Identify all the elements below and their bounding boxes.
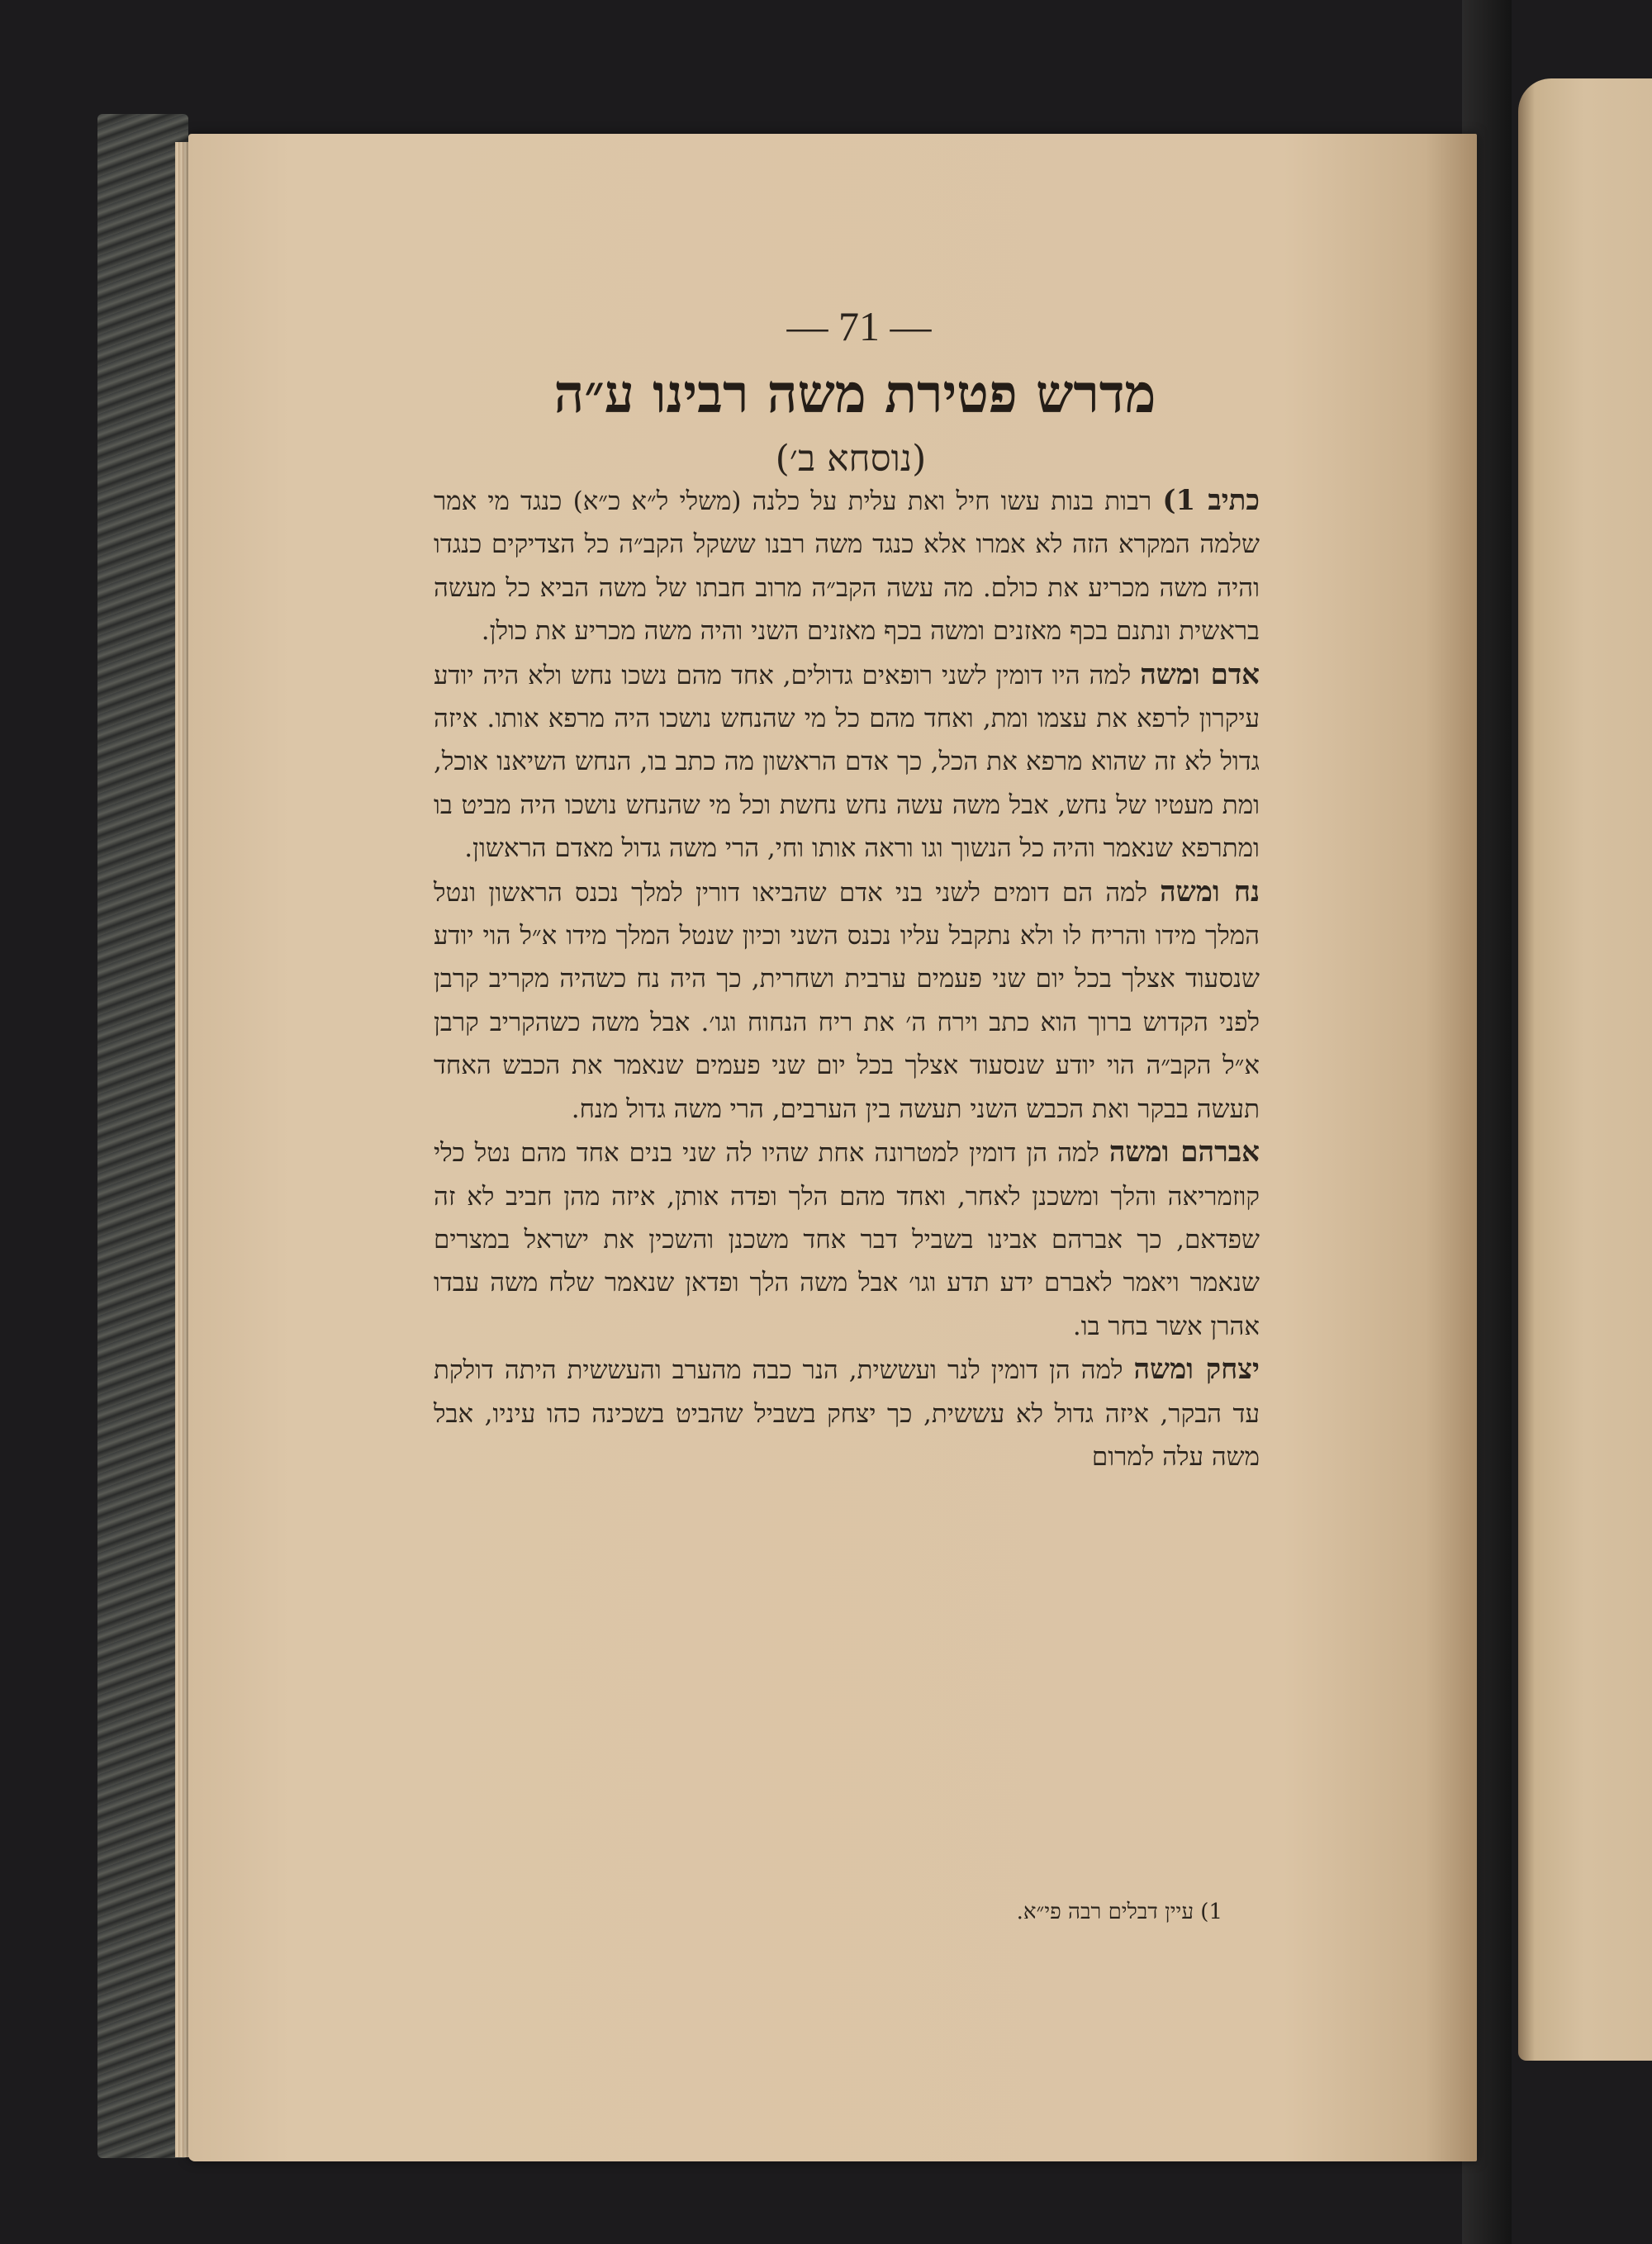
paragraph-text: למה הן דומין למטרונה אחת שהיו לה שני בנים אחד מהם נטל כלי קוזמריאה והלך ומשכנן לאחר, ואחד מהם הלך ופדה אותן, איזה מהן חביב לא זה שפדאם, כך אברהם אבינו בשביל דבר אחד משכנן והשכין את ישראל במצרים שנאמר ויאמר לאברם ידע תדע וגו׳ אבל משה הלך ופדאן שנאמר שלח משה עבדו אהרן אשר בחר בו. bbox=[434, 1138, 1260, 1341]
paragraph-lead: אברהם ומשה bbox=[1108, 1136, 1260, 1169]
paragraph bbox=[434, 653, 1260, 871]
paragraph-text: למה הם דומים לשני בני אדם שהביאו דורין למלך נכנס הראשון ונטל המלך מידו והריח לו ולא נתקבל עליו נכנס השני וכיון שנטל המלך מידו א״ל הוי יודע שנסעוד אצלך בכל יום שני פעמים ערבית ושחרית, כך היה נח כשהיה מקריב קרבן לפני הקדוש ברוך הוא כתב וירח ה׳ את ריח הנחוח וגו׳. אבל משה כשהקריב קרבן א״ל הקב״ה הוי יודע שנסעוד אצלך בכל יום שני פעמים שנאמר את הכבש האחד תעשה בבקר ואת הכבש השני תעשה בין הערבים, הרי משה גדול מנח. bbox=[434, 877, 1260, 1124]
footnote: 1) עיין דבלים רבה פי״א. bbox=[1016, 1900, 1222, 1924]
paragraph-text: למה הן דומין לנר ועששית, הנר כבה מהערב והעששית היתה דולקת עד הבקר, איזה גדול לא עששית, כך יצחק בשביל שהביט בשכינה כהו עיניו, אבל משה עלה למרום bbox=[434, 1355, 1260, 1472]
paragraph-lead: יצחק ומשה bbox=[1133, 1353, 1260, 1387]
paragraph-text: רבות בנות עשו חיל ואת עלית על כלנה (משלי ל״א כ״א) כנגד מי אמר שלמה המקרא הזה לא אמרו אלא כנגד משה רבנו ששקל הקב״ה כל הצדיקים כנגדו והיה משה מכריע את כולם. מה עשה הקב״ה מרוב חבתו של משה הביא כל מעשה בראשית ונתנם בכף מאזנים ומשה בכף מאזנים השני והיה משה מכריע את כולן. bbox=[434, 486, 1260, 647]
paragraph-text: למה היו דומין לשני רופאים גדולים, אחד מהם נשכו נחש ולא היה יודע עיקרון לרפא את עצמו ומת, ואחד מהם כל מי שהנחש נושכו היה מרפא אותו. איזה גדול לא זה שהוא מרפא את הכל, כך אדם הראשון מה כתב בו, הנחש השיאנו אוכל, ומת מעטיו של נחש, אבל משה עשה נחש נחשת וכל מי שהנחש נושכו היה מביט בו ומתרפא שנאמר והיה כל הנשוך וגו וראה אותו וחי, הרי משה גדול מאדם הראשון. bbox=[434, 660, 1260, 864]
paragraph-lead: אדם ומשה bbox=[1140, 657, 1260, 691]
paragraph bbox=[434, 1348, 1260, 1478]
paragraph-lead: כתיב 1) bbox=[1162, 484, 1260, 517]
paragraph bbox=[434, 1131, 1260, 1348]
page-title: מדרש פטירת משה רבינו ע״ה bbox=[553, 363, 1156, 425]
paragraph bbox=[434, 871, 1260, 1131]
facing-page bbox=[1518, 78, 1652, 2061]
page-subtitle: (נוסחא ב׳) bbox=[775, 438, 927, 480]
paragraph-lead: נח ומשה bbox=[1160, 875, 1260, 909]
page-number: — 71 — bbox=[786, 303, 932, 349]
body-text bbox=[434, 479, 1260, 1478]
paragraph bbox=[434, 479, 1260, 653]
